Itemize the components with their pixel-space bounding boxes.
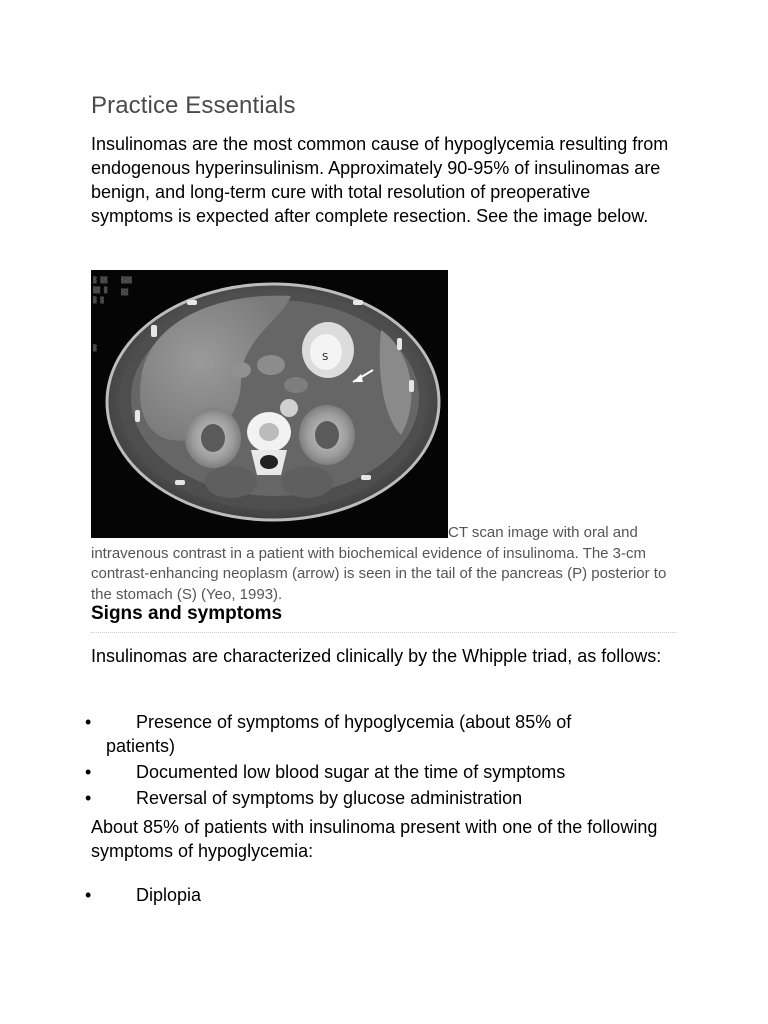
- list-item-text: Reversal of symptoms by glucose administration: [136, 788, 523, 808]
- whipple-triad-list: [0, 710, 768, 812]
- bullet-icon: •: [85, 762, 92, 782]
- page-title: Practice Essentials: [91, 92, 296, 119]
- intro-paragraph: Insulinomas are the most common cause of hypoglycemia resulting from endogenous hyperinsulinism. Approximately 90-95% of insulinomas are benign, and long-term cure with total resolution of preoperative symptoms is expected after complete resection. See the image below.: [91, 134, 669, 226]
- symptoms-intro: About 85% of patients with insulinoma present with one of the following symptoms of hypoglycemia:: [91, 817, 658, 861]
- bullet-icon: •: [85, 788, 92, 808]
- section-divider: [91, 632, 677, 633]
- list-item-text: Documented low blood sugar at the time of symptoms: [136, 762, 566, 782]
- list-item: [0, 883, 656, 907]
- symptoms-list: [0, 883, 768, 909]
- svg-text:▒ ▒▒: ▒ ▒▒: [93, 277, 108, 284]
- list-item-text-cont: patients): [106, 736, 176, 756]
- svg-text:▒▒▒: ▒▒▒: [121, 277, 132, 284]
- list-item: [0, 710, 656, 758]
- list-item: [0, 760, 656, 784]
- list-item-text: Diplopia: [136, 885, 202, 905]
- stomach-label: S: [322, 352, 329, 363]
- list-item: [0, 786, 656, 810]
- ct-scan-image: [91, 270, 448, 538]
- bullet-icon: •: [85, 885, 92, 905]
- whipple-intro: Insulinomas are characterized clinically by the Whipple triad, as follows:: [91, 646, 662, 666]
- list-item-text: Presence of symptoms of hypoglycemia (about 85% of: [136, 712, 572, 732]
- figure-caption: CT scan image with oral and intravenous contrast in a patient with biochemical evidence of insulinoma. The 3-cm contrast-enhancing neoplasm (arrow) is seen in the tail of the pancreas (P) posterior to the stomach (S) (Yeo, 1993).: [91, 524, 667, 603]
- svg-text:▒▒ ▒: ▒▒ ▒: [93, 287, 108, 294]
- bullet-icon: •: [85, 712, 92, 732]
- svg-text:▒ ▒: ▒ ▒: [93, 297, 104, 304]
- svg-text:▒▒: ▒▒: [121, 289, 129, 296]
- svg-text:▒: ▒: [93, 345, 97, 352]
- ct-scan-graphic: [91, 270, 448, 538]
- section-heading-signs: Signs and symptoms: [91, 603, 283, 624]
